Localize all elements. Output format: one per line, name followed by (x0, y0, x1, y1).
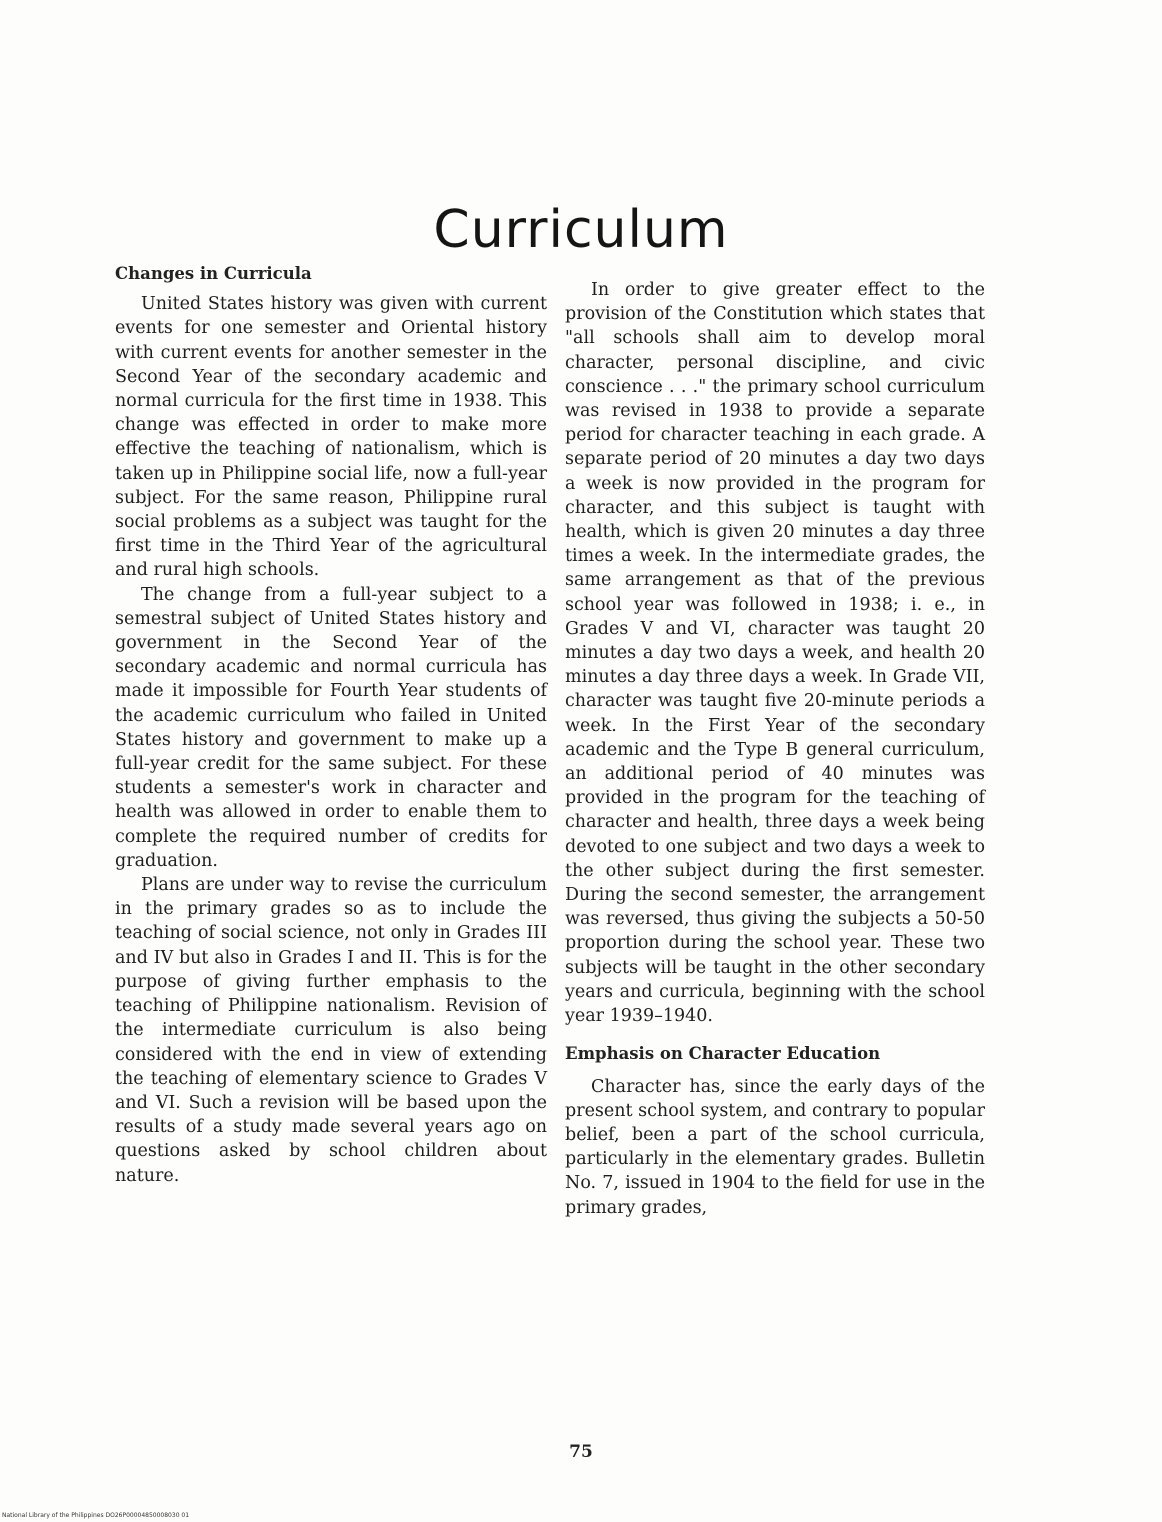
paragraph: Plans are under way to revise the curriculum in the primary grades so as to include the teaching of social science, not only in Grades III and IV but also in Grades I and II. This is for the purpose of giving further emphasis to the teaching of Philippine nationalism. Revision of the intermediate curriculum is also being considered with the end in view of extending the teaching of elementary science to Grades V and VI. Such a revision will be based upon the results of a study made several years ago on questions asked by school children about nature. (115, 875, 547, 1186)
section-heading-emphasis-on-character-education: Emphasis on Character Education (565, 1044, 881, 1064)
paragraph: United States history was given with current events for one semester and Oriental history with current events for another semester in the Second Year of the secondary academic and normal curricula for the first time in 1938. This change was effected in order to make more effective the teaching of nationalism, which is taken up in Philippine social life, now a full-year subject. For the same reason, Philippine rural social problems as a subject was taught for the first time in the Third Year of the agricultural and rural high schools. (115, 294, 547, 581)
paragraph: The change from a full-year subject to a semestral subject of United States history and government in the Second Year of the secondary academic and normal curricula has made it impossible for Fourth Year students of the academic curriculum who failed in United States history and government to make up a full-year credit for the same subject. For these students a semester's work in character and health was allowed in order to enable them to complete the required number of credits for graduation. (115, 584, 547, 871)
scan-credit-footer: National Library of the Philippines DO26P00004850008030 01 (2, 1512, 190, 1519)
right-column (565, 278, 985, 1220)
page-number: 75 (569, 1442, 593, 1462)
section-heading-changes-in-curricula: Changes in Curricula (115, 264, 312, 283)
paragraph: Character has, since the early days of the present school system, and contrary to popular belief, been a part of the school curricula, particularly in the elementary grades. Bulletin No. 7, issued in 1904 to the field for use in the primary grades, (565, 1076, 985, 1218)
page-title: Curriculum (433, 200, 729, 260)
paragraph: In order to give greater effect to the provision of the Constitution which states that "all schools shall aim to develop moral character, personal discipline, and civic conscience . . ." the primary school curriculum was revised in 1938 to provide a separate period for character teaching in each grade. A separate period of 20 minutes a day two days a week is now provided in the program for character, and this subject is taught with health, which is given 20 minutes a day three times a week. In the intermediate grades, the same arrangement as that of the previous school year was followed in 1938; i. e., in Grades V and VI, character was taught 20 minutes a day two days a week, and health 20 minutes a day three days a week. In Grade VII, character was taught five 20-minute periods a week. In the First Year of the secondary academic and the Type B general curriculum, an additional period of 40 minutes was provided in the program for the teaching of character and health, three days a week being devoted to one subject and two days a week to the other subject during the first semester. During the second semester, the arrangement was reversed, thus giving the subjects a 50-50 proportion during the school year. These two subjects will be taught in the other secondary years and curricula, beginning with the school year 1939–1940. (565, 280, 985, 1027)
left-column (115, 262, 547, 1188)
